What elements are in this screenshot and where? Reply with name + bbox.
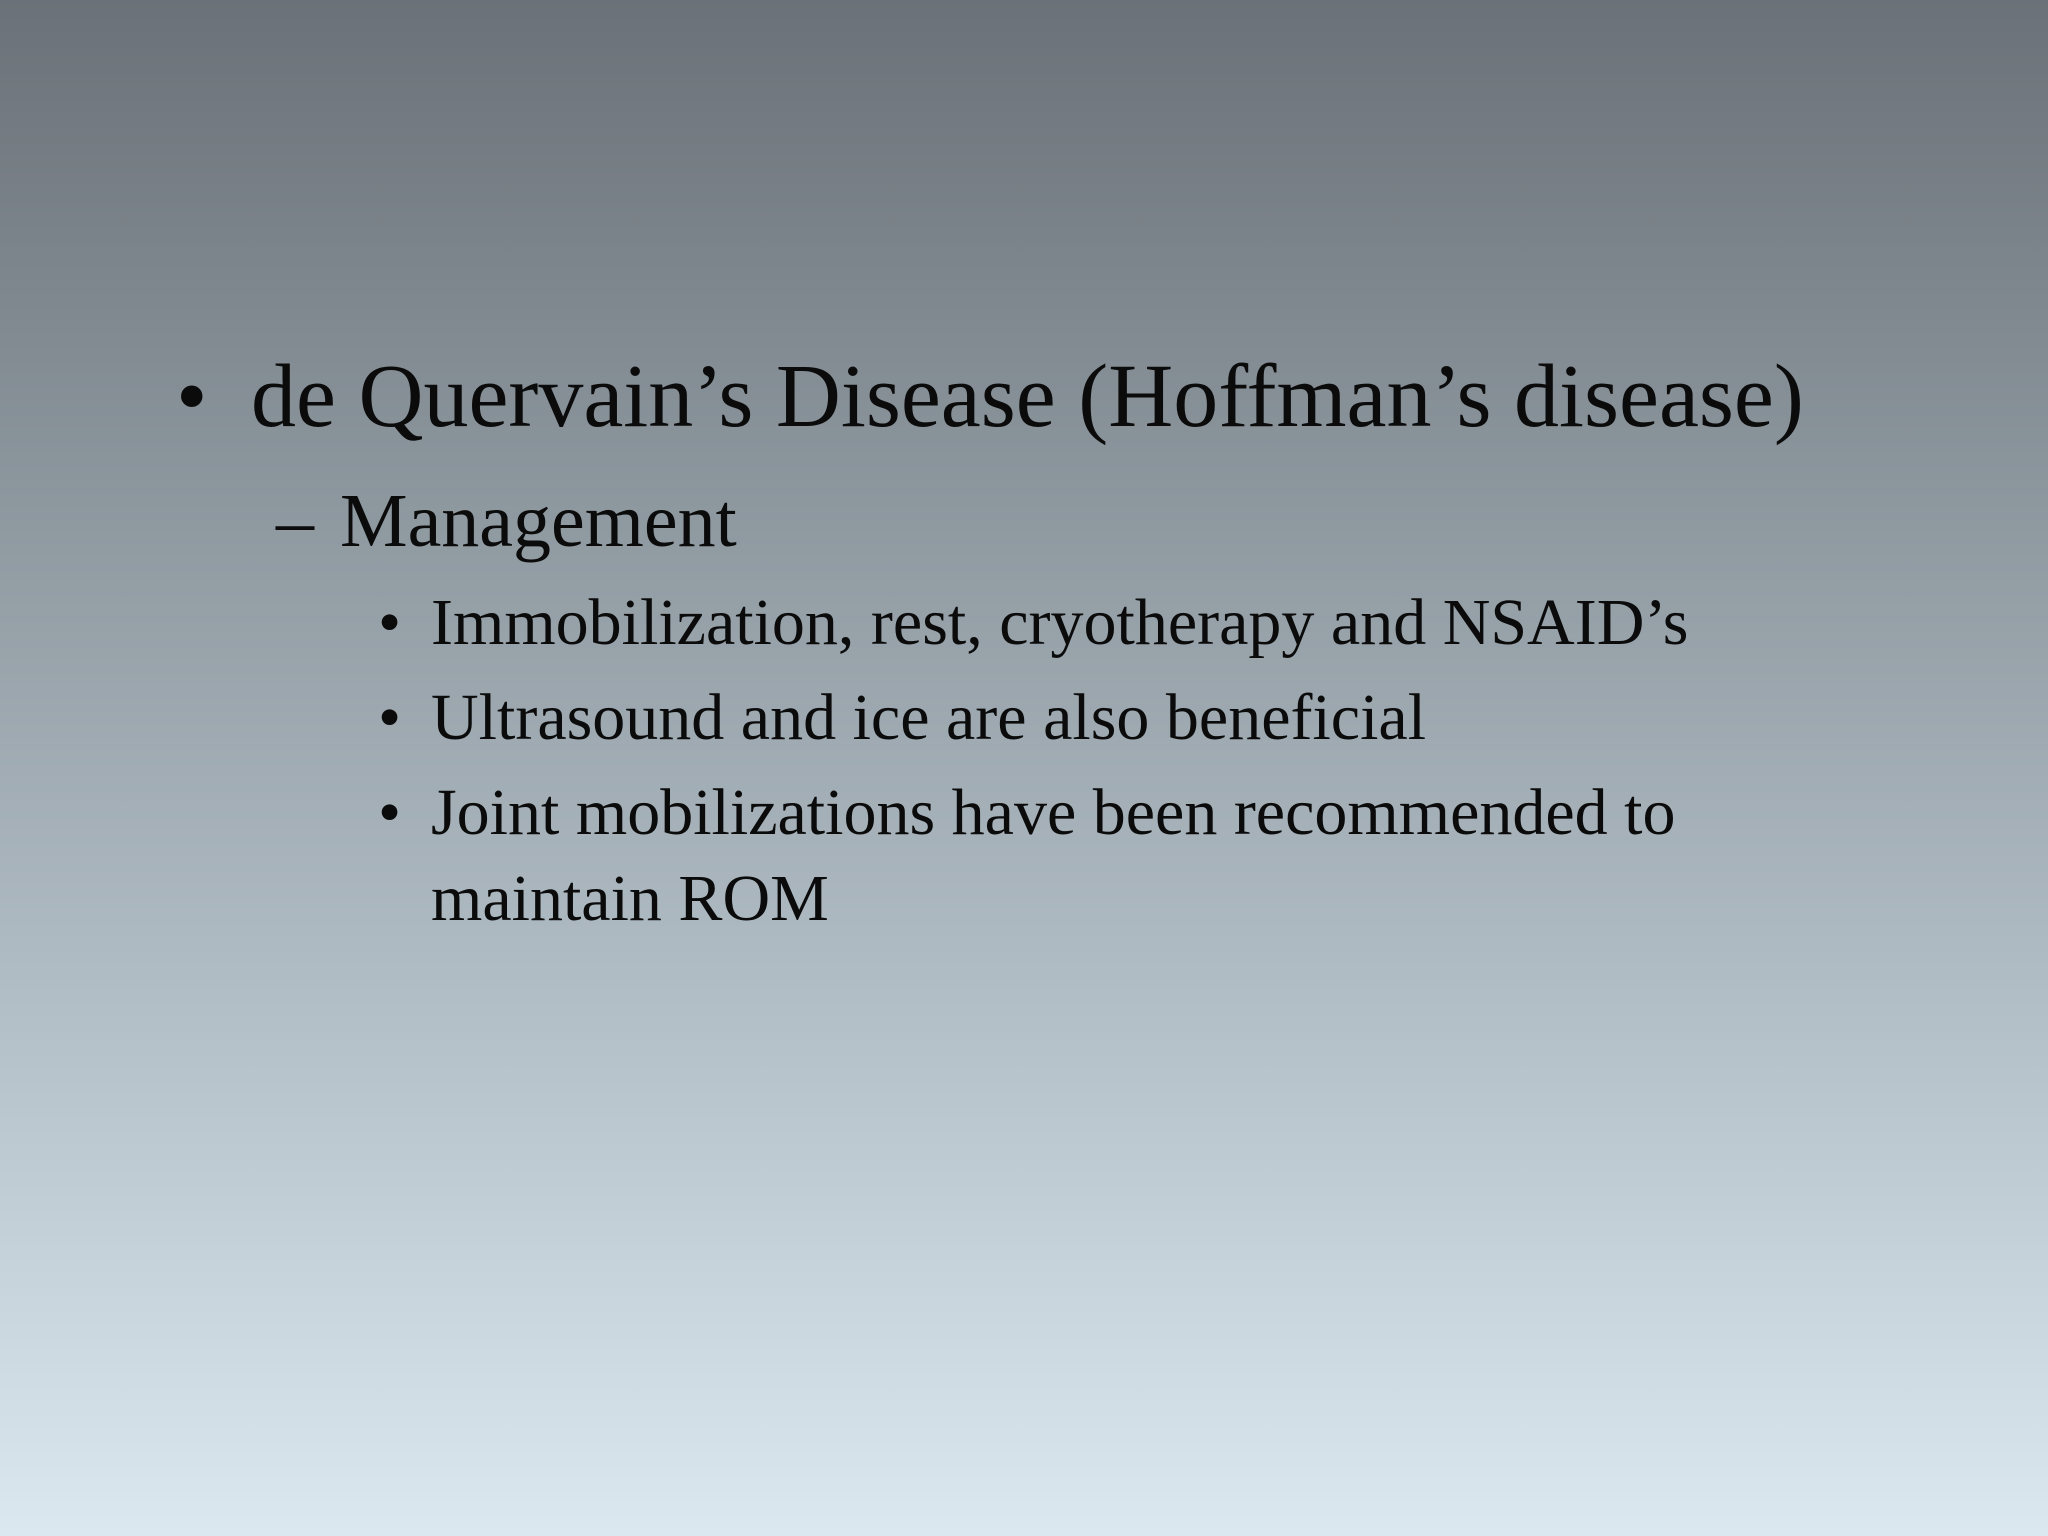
dash-marker: – xyxy=(276,479,314,563)
bullet-text-immobilization: Immobilization, rest, cryotherapy and NSAID’s xyxy=(431,586,1689,659)
bullet-text-management: Management xyxy=(340,479,737,563)
bullet-text-ultrasound: Ultrasound and ice are also beneficial xyxy=(431,681,1427,754)
bullet-marker: • xyxy=(378,776,402,849)
bullet-marker: • xyxy=(378,681,402,754)
bullet-marker: • xyxy=(378,586,402,659)
bullet-text-joint-mobilizations: Joint mobilizations have been recommended to maintain ROM xyxy=(431,776,1676,935)
bullet-marker: • xyxy=(176,347,208,446)
bullet-text-topic: de Quervain’s Disease (Hoffman’s disease) xyxy=(251,347,1804,446)
